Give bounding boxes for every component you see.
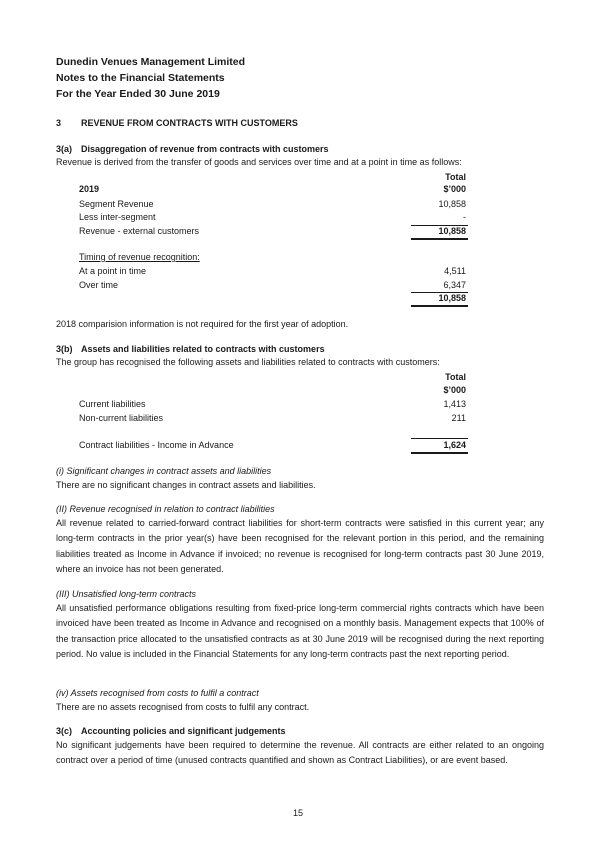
col-header-unit: $’000 [443,184,466,194]
row-label: Segment Revenue [79,199,154,209]
col-header-total: Total [445,372,466,382]
sub-iii-text: All unsatisfied performance obligations resulting from fixed-price long-term commercial rights contracts which have been invoiced have been treated as Income in Advance and recognised on a monthly basis. Management expects that 100% of the transaction price allocated to the unsatisfied contracts as at 30 June 2019 will be recognised during the next reporting period. No value is included in the Financial Statements for any long-term contracts past the next reporting period. [56,603,544,660]
section-number: 3 [56,118,62,128]
subsection-3a-title: Disaggregation of revenue from contracts with customers [81,144,329,154]
subsection-3a-intro: Revenue is derived from the transfer of goods and services over time and at a point in time as follows: [56,157,462,167]
timing-row-label: Over time [79,280,119,290]
comparison-note: 2018 comparision information is not required for the first year of adoption. [56,319,349,329]
row-value: 211 [451,413,466,423]
sub-iv-title: (iv) Assets recognised from costs to fulfil a contract [56,688,259,698]
subsection-3b-intro: The group has recognised the following assets and liabilities related to contracts with customers: [56,357,440,367]
sub-iii-title: (III) Unsatisfied long-term contracts [56,589,197,599]
section-title: REVENUE FROM CONTRACTS WITH CUSTOMERS [81,118,298,128]
total-value: 1,624 [443,440,466,450]
subsection-3b-number: 3(b) [56,344,73,354]
total-rule [411,452,468,454]
row-label: Less inter-segment [79,212,156,222]
year-label: 2019 [79,184,100,194]
sub-i-title: (i) Significant changes in contract assets and liabilities [56,466,272,476]
total-rule [411,238,468,240]
subsection-3c-text: No significant judgements have been required to determine the revenue. All contracts are either related to an ongoing contract over a period of time (unused contracts quantified and shown as Contract Liabilities), or are event based. [56,740,544,766]
timing-title: Timing of revenue recognition: [79,252,200,262]
row-value: - [463,212,466,222]
col-header-unit: $’000 [443,385,466,395]
notes-title: Notes to the Financial Statements [56,72,225,84]
year-title: For the Year Ended 30 June 2019 [56,88,220,100]
company-name: Dunedin Venues Management Limited [56,56,246,68]
timing-row-label: At a point in time [79,266,147,276]
subsection-3b-title: Assets and liabilities related to contracts with customers [81,344,325,354]
sub-ii-title: (II) Revenue recognised in relation to contract liabilities [56,504,275,514]
row-value: 10,858 [438,199,466,209]
timing-total-value: 10,858 [438,293,466,303]
page-number: 15 [292,808,303,818]
row-value: 1,413 [443,399,466,409]
row-label: Non-current liabilities [79,413,164,423]
timing-row-value: 4,511 [444,266,466,276]
subsection-3c-title: Accounting policies and significant judgements [81,726,286,736]
sub-ii-text: All revenue related to carried-forward contract liabilities for short-term contracts were satisfied in this current year; any long-term contracts in the prior year(s) have been recognised for the relevant portion in this period, and the remaining liabilities treated as Income in Advance if invoiced; no revenue is recognised for long-term contracts past 30 June 2019, where an invoice has not been generated. [56,518,544,575]
sub-i-text: There are no significant changes in contract assets and liabilities. [56,480,316,490]
total-rule [411,305,468,307]
sub-iv-text: There are no assets recognised from costs to fulfil any contract. [56,702,310,712]
subsection-3a-number: 3(a) [56,144,73,154]
subsection-3c-number: 3(c) [56,726,73,736]
subtotal-rule [411,438,468,439]
row-label: Current liabilities [79,399,146,409]
total-label: Contract liabilities - Income in Advance [79,440,234,450]
row-label: Revenue - external customers [79,226,200,236]
col-header-total: Total [445,172,466,182]
row-value: 10,858 [438,226,466,236]
timing-row-value: 6,347 [443,280,466,290]
